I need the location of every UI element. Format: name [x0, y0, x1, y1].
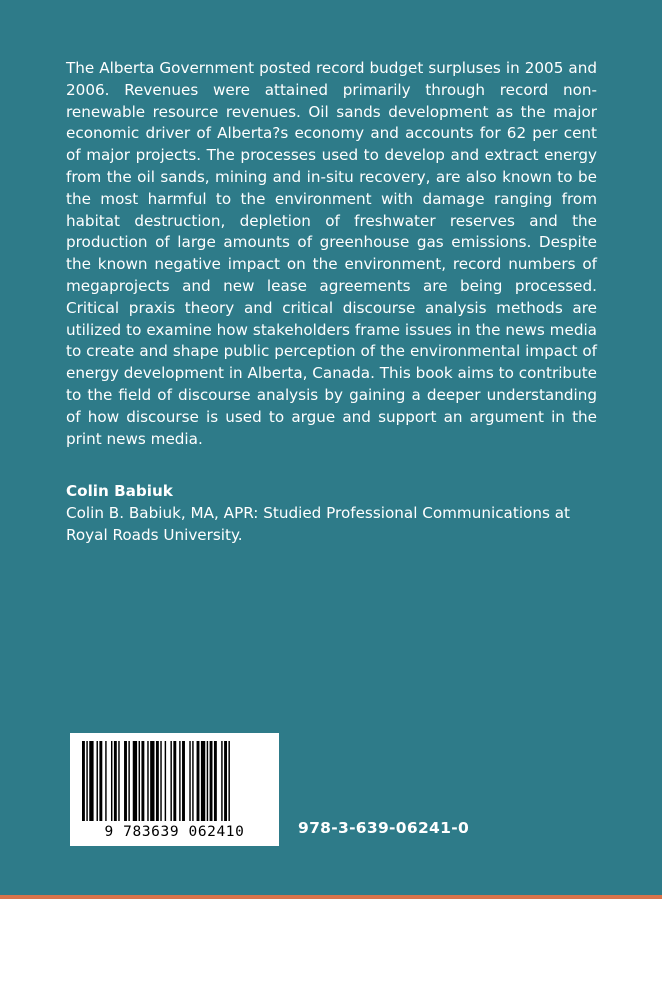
isbn-number: 978-3-639-06241-0 — [298, 819, 470, 837]
barcode-digits: 9 783639 062410 — [104, 824, 245, 840]
author-bio: Colin B. Babiuk, MA, APR: Studied Professional Communications at Royal Roads University. — [66, 503, 570, 544]
author-name: Colin Babiuk — [66, 482, 173, 500]
author-section — [66, 481, 597, 546]
barcode — [70, 733, 279, 846]
book-description: The Alberta Government posted record budget surpluses in 2005 and 2006. Revenues were attained primarily through record non-renewable resource revenues. Oil sands development as the major economic driver of Alberta?s economy and accounts for 62 per cent of major projects. The processes used to develop and extract energy from the oil sands, mining and in-situ recovery, are also known to be the most harmful to the environment with damage ranging from habitat destruction, depletion of freshwater reserves and the production of large amounts of greenhouse gas emissions. Despite the known negative impact on the environment, record numbers of megaprojects and new lease agreements are being processed. Critical praxis theory and critical discourse analysis methods are utilized to examine how stakeholders frame issues in the news media to create and shape public perception of the environmental impact of energy development in Alberta, Canada. This book aims to contribute to the field of discourse analysis by gaining a deeper understanding of how discourse is used to argue and support an argument in the print news media. — [66, 59, 597, 448]
bottom-margin — [0, 899, 662, 993]
